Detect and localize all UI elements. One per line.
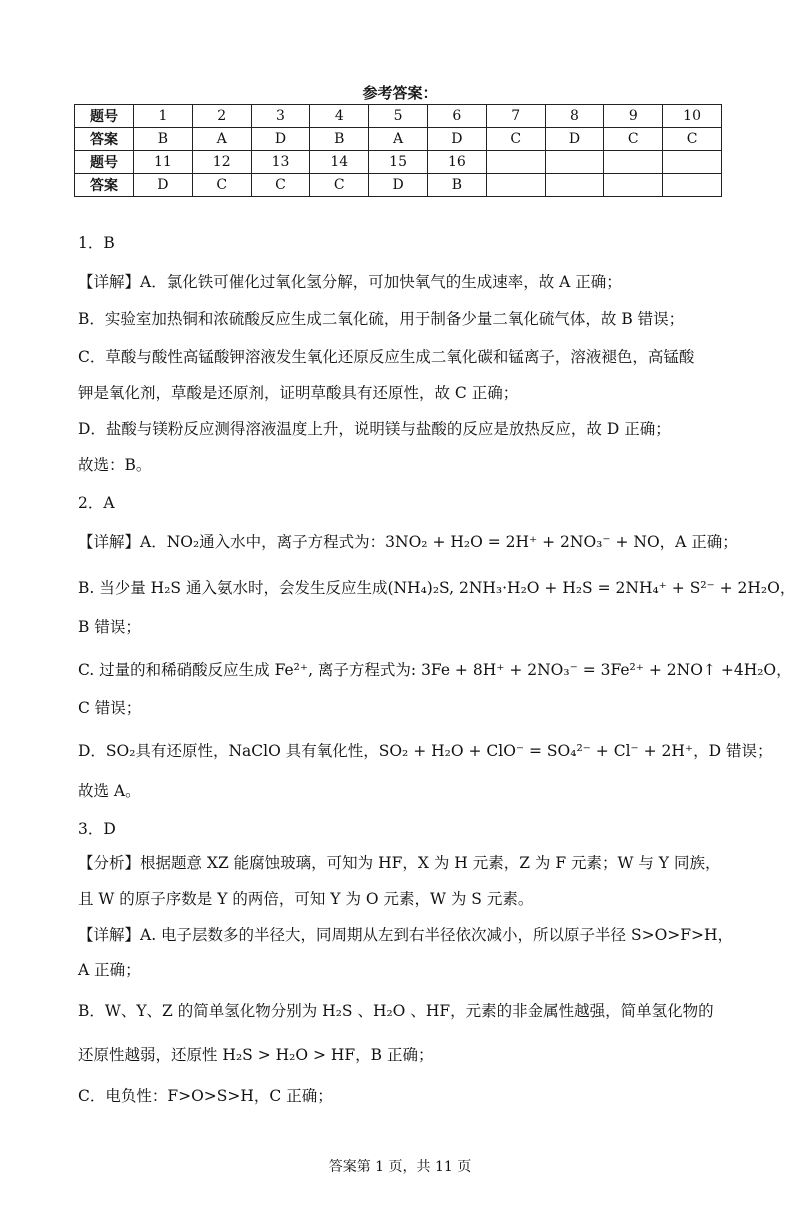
table-cell: D [427, 128, 486, 151]
table-cell [486, 151, 545, 174]
table-cell: C [604, 128, 663, 151]
page-title: 参考答案： [362, 84, 438, 102]
table-cell: D [134, 174, 193, 197]
table-cell: B [134, 128, 193, 151]
row-header: 答案 [75, 174, 134, 197]
table-cell: 5 [369, 105, 428, 128]
question-number: 3．D [78, 820, 116, 838]
table-cell: A [369, 128, 428, 151]
explanation-line: B. 当少量 H₂S 通入氨水时，会发生反应生成(NH₄)₂S, 2NH₃·H₂O + H₂S = 2NH₄⁺ + S²⁻ + 2H₂O， [78, 579, 796, 597]
table-cell: C [486, 128, 545, 151]
table-cell: 7 [486, 105, 545, 128]
table-row [75, 174, 722, 197]
table-cell [663, 151, 722, 174]
row-header: 答案 [75, 128, 134, 151]
table-cell: C [310, 174, 369, 197]
explanation-line: A 正确； [78, 961, 141, 979]
table-cell: A [192, 128, 251, 151]
table-row [75, 128, 722, 151]
explanation-line: D．SO₂具有还原性，NaClO 具有氧化性，SO₂ + H₂O + ClO⁻ = SO₄²⁻ + Cl⁻ + 2H⁺，D 错误； [78, 742, 773, 760]
row-header: 题号 [75, 151, 134, 174]
page-footer: 答案第 1 页，共 11 页 [328, 1159, 472, 1175]
explanation-line: B．W、Y、Z 的简单氢化物分别为 H₂S 、H₂O 、HF，元素的非金属性越强，简单氢化物的 [78, 1002, 714, 1020]
table-cell: C [251, 174, 310, 197]
table-cell: 11 [134, 151, 193, 174]
explanation-line: B．实验室加热铜和浓硫酸反应生成二氧化硫，用于制备少量二氧化硫气体，故 B 错误； [78, 310, 685, 328]
explanation-line: C. 过量的和稀硝酸反应生成 Fe²⁺, 离子方程式为: 3Fe + 8H⁺ + 2NO₃⁻ = 3Fe²⁺ + 2NO↑ +4H₂O， [78, 661, 792, 679]
table-cell: 3 [251, 105, 310, 128]
table-cell: 6 [427, 105, 486, 128]
table-cell: C [663, 128, 722, 151]
table-cell [663, 174, 722, 197]
question-number: 1．B [78, 234, 115, 252]
table-cell: 12 [192, 151, 251, 174]
table-cell: 15 [369, 151, 428, 174]
answer-table [74, 104, 722, 197]
table-cell: C [192, 174, 251, 197]
table-cell: 10 [663, 105, 722, 128]
table-cell: 2 [192, 105, 251, 128]
explanation-line: C．草酸与酸性高锰酸钾溶液发生氧化还原反应生成二氧化碳和锰离子，溶液褪色，高锰酸 [78, 348, 695, 366]
table-cell: D [251, 128, 310, 151]
table-row [75, 105, 722, 128]
explanation-line: B 错误； [78, 618, 141, 636]
table-cell [604, 174, 663, 197]
explanation-line: C．电负性：F>O>S>H，C 正确； [78, 1087, 333, 1105]
table-cell: 13 [251, 151, 310, 174]
explanation-line: 【详解】A. 电子层数多的半径大，同周期从左到右半径依次减小，所以原子半径 S>O>F>H， [78, 926, 734, 944]
explanation-line: 【详解】A．NO₂通入水中，离子方程式为：3NO₂ + H₂O = 2H⁺ + 2NO₃⁻ + NO，A 正确； [78, 533, 738, 551]
conclusion-line: 故选 A。 [78, 782, 141, 800]
table-cell: 9 [604, 105, 663, 128]
table-cell [545, 174, 604, 197]
table-cell: B [427, 174, 486, 197]
table-cell: 4 [310, 105, 369, 128]
row-header: 题号 [75, 105, 134, 128]
explanation-line: D．盐酸与镁粉反应测得溶液温度上升，说明镁与盐酸的反应是放热反应，故 D 正确； [78, 420, 671, 438]
table-cell: D [369, 174, 428, 197]
table-cell [604, 151, 663, 174]
explanation-line: C 错误； [78, 699, 142, 717]
question-number: 2．A [78, 494, 115, 512]
conclusion-line: 故选：B。 [78, 456, 152, 474]
table-cell [545, 151, 604, 174]
analysis-line: 【分析】根据题意 XZ 能腐蚀玻璃，可知为 HF，X 为 H 元素，Z 为 F 元素；W 与 Y 同族， [78, 854, 721, 872]
table-row [75, 151, 722, 174]
table-cell [486, 174, 545, 197]
analysis-line: 且 W 的原子序数是 Y 的两倍，可知 Y 为 O 元素，W 为 S 元素。 [78, 890, 534, 908]
table-cell: B [310, 128, 369, 151]
table-cell: D [545, 128, 604, 151]
explanation-line: 还原性越弱，还原性 H₂S > H₂O > HF，B 正确； [78, 1046, 434, 1064]
table-cell: 16 [427, 151, 486, 174]
explanation-line: 【详解】A．氯化铁可催化过氧化氢分解，可加快氧气的生成速率，故 A 正确； [78, 273, 622, 291]
table-cell: 8 [545, 105, 604, 128]
table-cell: 1 [134, 105, 193, 128]
explanation-line: 钾是氧化剂，草酸是还原剂，证明草酸具有还原性，故 C 正确； [78, 384, 519, 402]
table-cell: 14 [310, 151, 369, 174]
